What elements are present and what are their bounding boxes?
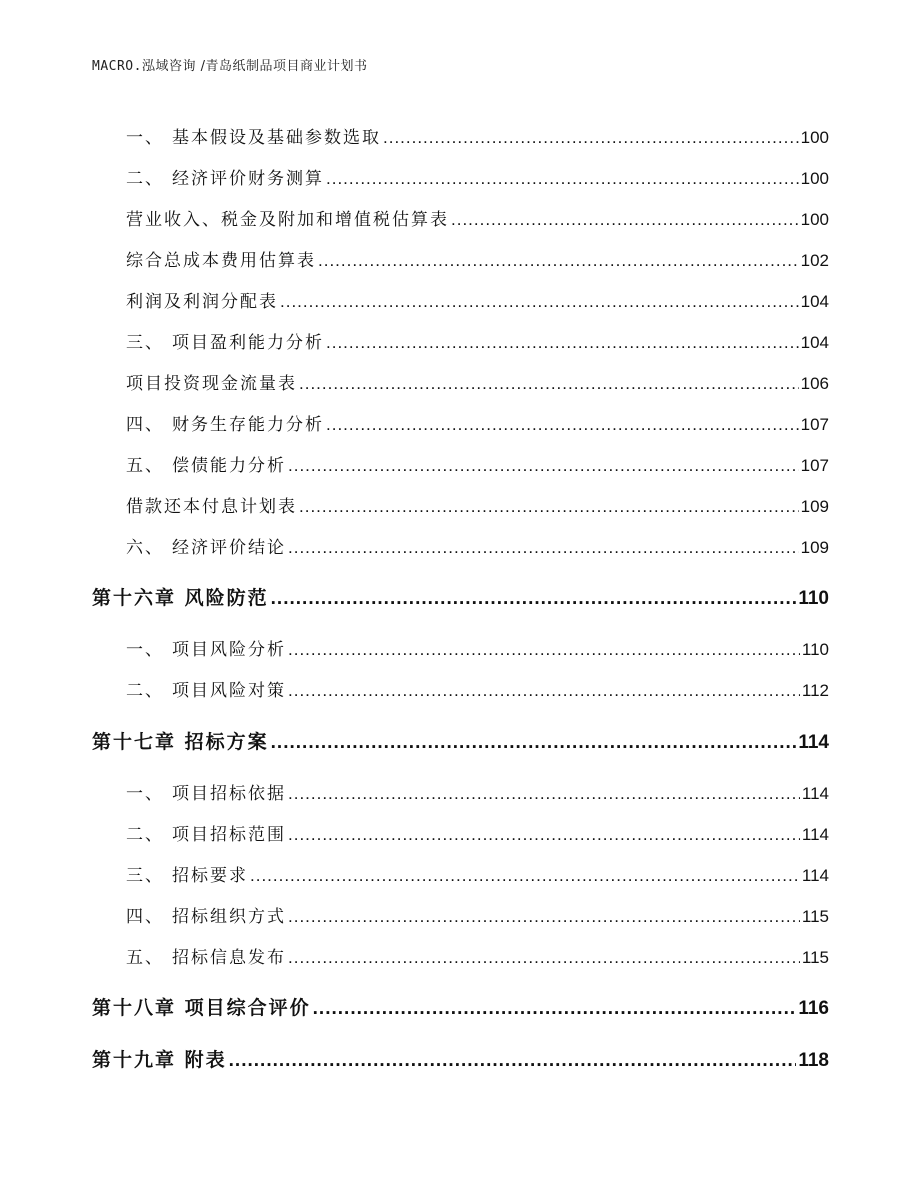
header-doc-title: 青岛纸制品项目商业计划书 xyxy=(205,59,368,74)
toc-dot-leader xyxy=(288,784,800,804)
toc-page-number: 104 xyxy=(800,333,829,352)
toc-page-number: 118 xyxy=(798,1050,829,1071)
toc-entry-title: 项目投资现金流量表 xyxy=(126,374,297,394)
toc-entry-number: 四、 xyxy=(126,415,164,435)
toc-dot-leader xyxy=(288,640,800,660)
toc-entry-number: 二、 xyxy=(126,681,164,701)
toc-dot-leader xyxy=(313,998,797,1020)
toc-entry-label xyxy=(126,123,381,148)
toc-section-entry[interactable] xyxy=(126,246,829,272)
toc-page-number: 115 xyxy=(801,948,829,967)
toc-entry-title: 招标信息发布 xyxy=(172,948,286,968)
toc-dot-leader xyxy=(326,333,799,353)
toc-entry-label xyxy=(126,410,324,435)
toc-entry-title: 项目风险对策 xyxy=(172,681,286,701)
toc-entry-label xyxy=(92,993,311,1020)
toc-page-number: 110 xyxy=(798,588,829,609)
toc-entry-label xyxy=(126,943,286,968)
toc-entry-label xyxy=(92,1045,227,1072)
toc-entry-label xyxy=(126,902,286,927)
toc-dot-leader xyxy=(318,251,799,271)
toc-dot-leader xyxy=(250,866,800,886)
toc-entry-label xyxy=(126,328,324,353)
toc-page-number: 107 xyxy=(800,415,829,434)
toc-entry-title: 经济评价结论 xyxy=(172,538,286,558)
toc-entry-label xyxy=(126,635,286,660)
toc-dot-leader xyxy=(383,128,799,148)
toc-page-number: 102 xyxy=(800,251,829,270)
toc-section-entry[interactable] xyxy=(126,123,829,149)
toc-entry-number: 三、 xyxy=(126,866,164,886)
toc-entry-label xyxy=(92,727,269,754)
toc-entry-label xyxy=(126,287,278,312)
toc-dot-leader xyxy=(326,169,799,189)
toc-page-number: 115 xyxy=(801,907,829,926)
toc-section-entry[interactable] xyxy=(126,205,829,231)
toc-dot-leader xyxy=(288,538,799,558)
toc-page-number: 114 xyxy=(798,732,829,753)
toc-entry-title: 综合总成本费用估算表 xyxy=(126,251,316,271)
toc-page-number: 110 xyxy=(801,640,829,659)
toc-dot-leader xyxy=(288,948,800,968)
header-brand: MACRO. xyxy=(92,59,142,74)
toc-chapter-entry[interactable] xyxy=(92,1045,829,1071)
toc-section-entry[interactable] xyxy=(126,861,829,887)
toc-page-number: 116 xyxy=(798,998,829,1019)
toc-page-number: 114 xyxy=(801,866,829,885)
toc-entry-title: 基本假设及基础参数选取 xyxy=(172,128,381,148)
toc-entry-title: 项目招标范围 xyxy=(172,825,286,845)
toc-entry-title: 风险防范 xyxy=(184,587,269,609)
toc-entry-label xyxy=(92,583,269,610)
toc-entry-label xyxy=(126,246,316,271)
toc-dot-leader xyxy=(288,456,799,476)
toc-section-entry[interactable] xyxy=(126,287,829,313)
toc-entry-title: 经济评价财务测算 xyxy=(172,169,324,189)
toc-chapter-entry[interactable] xyxy=(92,993,829,1019)
toc-entry-title: 利润及利润分配表 xyxy=(126,292,278,312)
toc-section-entry[interactable] xyxy=(126,492,829,518)
toc-page-number: 109 xyxy=(800,497,829,516)
toc-dot-leader xyxy=(271,732,797,754)
toc-entry-number: 第十六章 xyxy=(92,587,177,609)
toc-entry-label xyxy=(126,369,297,394)
toc-entry-title: 偿债能力分析 xyxy=(172,456,286,476)
toc-page-number: 112 xyxy=(801,681,829,700)
toc-section-entry[interactable] xyxy=(126,820,829,846)
toc-section-entry[interactable] xyxy=(126,676,829,702)
toc-entry-label xyxy=(126,164,324,189)
toc-dot-leader xyxy=(288,825,800,845)
toc-page-number: 104 xyxy=(800,292,829,311)
toc-entry-label xyxy=(126,451,286,476)
toc-entry-title: 招标方案 xyxy=(184,731,269,753)
toc-dot-leader xyxy=(280,292,799,312)
toc-page-number: 100 xyxy=(800,169,829,188)
toc-entry-label xyxy=(126,820,286,845)
toc-entry-title: 项目风险分析 xyxy=(172,640,286,660)
toc-entry-label xyxy=(126,533,286,558)
toc-dot-leader xyxy=(271,588,797,610)
toc-dot-leader xyxy=(326,415,799,435)
toc-entry-number: 二、 xyxy=(126,825,164,845)
toc-page-number: 114 xyxy=(801,784,829,803)
toc-entry-label xyxy=(126,779,286,804)
toc-page-number: 109 xyxy=(800,538,829,557)
toc-section-entry[interactable] xyxy=(126,328,829,354)
toc-entry-label xyxy=(126,205,449,230)
toc-entry-label xyxy=(126,861,248,886)
toc-section-entry[interactable] xyxy=(126,164,829,190)
toc-dot-leader xyxy=(299,374,799,394)
toc-section-entry[interactable] xyxy=(126,533,829,559)
toc-dot-leader xyxy=(299,497,799,517)
toc-entry-number: 六、 xyxy=(126,538,164,558)
toc-entry-title: 项目招标依据 xyxy=(172,784,286,804)
toc-page-number: 107 xyxy=(800,456,829,475)
toc-page-number: 100 xyxy=(800,210,829,229)
toc-entry-number: 三、 xyxy=(126,333,164,353)
toc-entry-number: 第十七章 xyxy=(92,731,177,753)
toc-section-entry[interactable] xyxy=(126,635,829,661)
toc-section-entry[interactable] xyxy=(126,410,829,436)
toc-chapter-entry[interactable] xyxy=(92,727,829,753)
toc-entry-title: 项目盈利能力分析 xyxy=(172,333,324,353)
toc-entry-number: 五、 xyxy=(126,948,164,968)
toc-section-entry[interactable] xyxy=(126,902,829,928)
toc-entry-title: 借款还本付息计划表 xyxy=(126,497,297,517)
toc-chapter-entry[interactable] xyxy=(92,583,829,609)
toc-entry-title: 项目综合评价 xyxy=(184,997,311,1019)
toc-section-entry[interactable] xyxy=(126,779,829,805)
toc-dot-leader xyxy=(229,1050,797,1072)
toc-entry-number: 一、 xyxy=(126,128,164,148)
toc-section-entry[interactable] xyxy=(126,451,829,477)
toc-page-number: 106 xyxy=(800,374,829,393)
toc-dot-leader xyxy=(451,210,799,230)
toc-entry-title: 招标组织方式 xyxy=(172,907,286,927)
header-separator: / xyxy=(195,59,206,74)
toc-entry-number: 一、 xyxy=(126,640,164,660)
toc-entry-title: 附表 xyxy=(184,1049,227,1071)
toc-dot-leader xyxy=(288,681,800,701)
toc-section-entry[interactable] xyxy=(126,369,829,395)
toc-entry-label xyxy=(126,492,297,517)
toc-entry-number: 四、 xyxy=(126,907,164,927)
toc-entry-label xyxy=(126,676,286,701)
toc-dot-leader xyxy=(288,907,800,927)
toc-entry-title: 财务生存能力分析 xyxy=(172,415,324,435)
toc-section-entry[interactable] xyxy=(126,943,829,969)
toc-entry-number: 第十九章 xyxy=(92,1049,177,1071)
toc-entry-title: 招标要求 xyxy=(172,866,248,886)
toc-page-number: 100 xyxy=(800,128,829,147)
toc-entry-title: 营业收入、税金及附加和增值税估算表 xyxy=(126,210,449,230)
header-company: 泓域咨询 xyxy=(141,59,196,74)
toc-entry-number: 五、 xyxy=(126,456,164,476)
toc-page-number: 114 xyxy=(801,825,829,844)
toc-entry-number: 一、 xyxy=(126,784,164,804)
toc-entry-number: 二、 xyxy=(126,169,164,189)
toc-entry-number: 第十八章 xyxy=(92,997,177,1019)
